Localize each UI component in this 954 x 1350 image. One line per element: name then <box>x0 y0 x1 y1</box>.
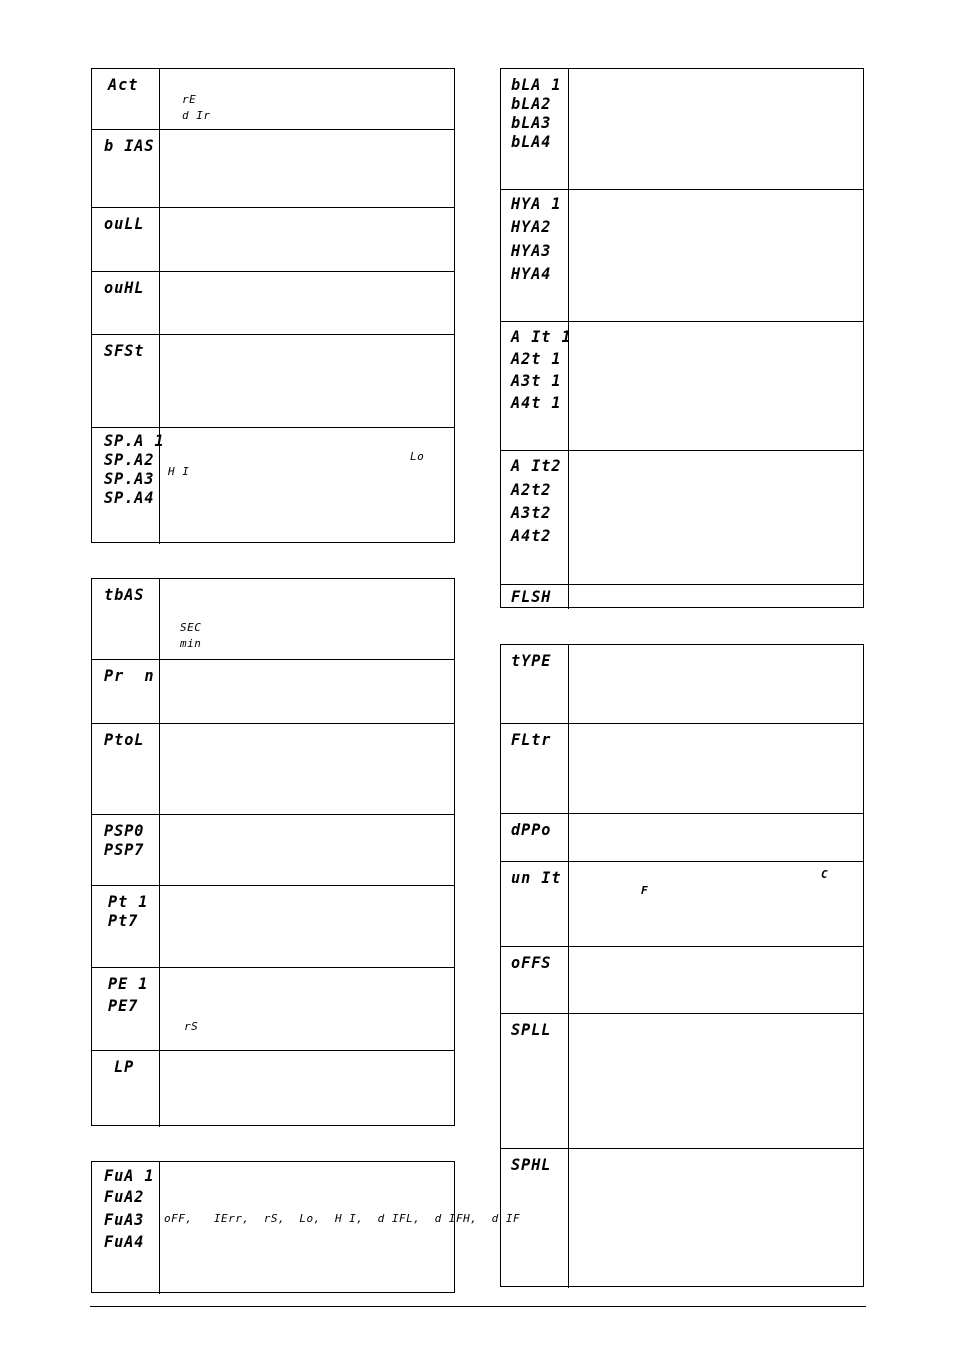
row-flsh <box>501 584 863 609</box>
row-fltr <box>501 723 863 813</box>
row-fua <box>92 1162 521 1294</box>
param-a2t2: A2t2 <box>511 480 552 499</box>
row-type <box>501 645 863 723</box>
option-rs: rS <box>184 1020 199 1033</box>
row-psp <box>92 814 454 885</box>
row-pe <box>92 967 454 1050</box>
param-spa2: SP.A2 <box>104 450 155 469</box>
row-offs <box>501 946 863 1013</box>
row-pt <box>92 885 454 967</box>
table-2 <box>91 578 455 1126</box>
param-spa4: SP.A4 <box>104 488 155 507</box>
row-bla <box>501 69 863 189</box>
param-sphl: SPHL <box>511 1155 552 1174</box>
param-ptol: PtoL <box>104 730 145 749</box>
option-fahrenheit: F <box>641 884 649 897</box>
param-spll: SPLL <box>511 1020 552 1039</box>
param-flsh: FLSH <box>511 587 552 606</box>
param-a1t2: A It2 <box>511 456 562 475</box>
table-3 <box>91 1161 521 1293</box>
param-type: tYPE <box>511 651 552 670</box>
param-dppo: dPPo <box>511 820 552 839</box>
param-bla2: bLA2 <box>511 94 552 113</box>
param-pe7: PE7 <box>108 996 139 1015</box>
param-bla1: bLA 1 <box>511 75 562 94</box>
row-tbas <box>92 579 454 659</box>
row-at1 <box>501 321 863 450</box>
param-pt1: Pt 1 <box>108 892 149 911</box>
param-fua2: FuA2 <box>104 1187 145 1206</box>
table-5 <box>500 644 864 1287</box>
param-spa3: SP.A3 <box>104 469 155 488</box>
param-offs: oFFS <box>511 953 552 972</box>
row-dppo <box>501 813 863 861</box>
row-unit <box>501 861 863 946</box>
row-hya <box>501 189 863 321</box>
option-celsius: C <box>821 868 829 881</box>
param-bla4: bLA4 <box>511 132 552 151</box>
row-sfst <box>92 334 454 427</box>
row-spa <box>92 427 454 544</box>
table-4 <box>500 68 864 608</box>
row-ptol <box>92 723 454 814</box>
param-fua1: FuA 1 <box>104 1166 155 1185</box>
param-psp0: PSP0 <box>104 821 145 840</box>
param-fua4: FuA4 <box>104 1232 145 1251</box>
row-spll <box>501 1013 863 1148</box>
row-bias <box>92 129 454 207</box>
param-spa1: SP.A 1 <box>104 431 165 450</box>
footer-rule <box>90 1306 866 1307</box>
row-lp <box>92 1050 454 1127</box>
param-unit: un It <box>511 868 562 887</box>
option-re: rE <box>182 93 197 106</box>
option-dir: d Ir <box>182 109 211 122</box>
param-tbas: tbAS <box>104 585 145 604</box>
param-ouhl: ouHL <box>104 278 145 297</box>
param-a4t2: A4t2 <box>511 526 552 545</box>
param-bla3: bLA3 <box>511 113 552 132</box>
option-lo: Lo <box>410 450 425 463</box>
param-hya2: HYA2 <box>511 217 552 236</box>
param-a1t1: A It 1 <box>511 327 572 346</box>
param-oull: ouLL <box>104 214 145 233</box>
param-a2t1: A2t 1 <box>511 349 562 368</box>
row-sphl <box>501 1148 863 1288</box>
row-oull <box>92 207 454 271</box>
param-hya4: HYA4 <box>511 264 552 283</box>
param-psp7: PSP7 <box>104 840 145 859</box>
param-act: Act <box>108 75 139 94</box>
param-pe1: PE 1 <box>108 974 149 993</box>
option-min: min <box>180 637 202 650</box>
param-hya1: HYA 1 <box>511 194 562 213</box>
option-hi: H I <box>168 465 190 478</box>
param-a3t2: A3t2 <box>511 503 552 522</box>
param-prn: Pr n <box>104 666 155 685</box>
row-ouhl <box>92 271 454 334</box>
row-at2 <box>501 450 863 584</box>
row-act <box>92 69 454 129</box>
param-a4t1: A4t 1 <box>511 393 562 412</box>
param-fltr: FLtr <box>511 730 552 749</box>
row-prn <box>92 659 454 723</box>
param-fua3: FuA3 <box>104 1210 145 1229</box>
param-bias: b IAS <box>104 136 155 155</box>
param-lp: LP <box>114 1057 135 1076</box>
param-pt7: Pt7 <box>108 911 139 930</box>
param-sfst: SFSt <box>104 341 145 360</box>
param-hya3: HYA3 <box>511 241 552 260</box>
param-a3t1: A3t 1 <box>511 371 562 390</box>
option-sec: SEC <box>180 621 202 634</box>
option-list: oFF, IErr, rS, Lo, H I, d IFL, d IFH, d IF <box>164 1212 521 1225</box>
table-1 <box>91 68 455 543</box>
